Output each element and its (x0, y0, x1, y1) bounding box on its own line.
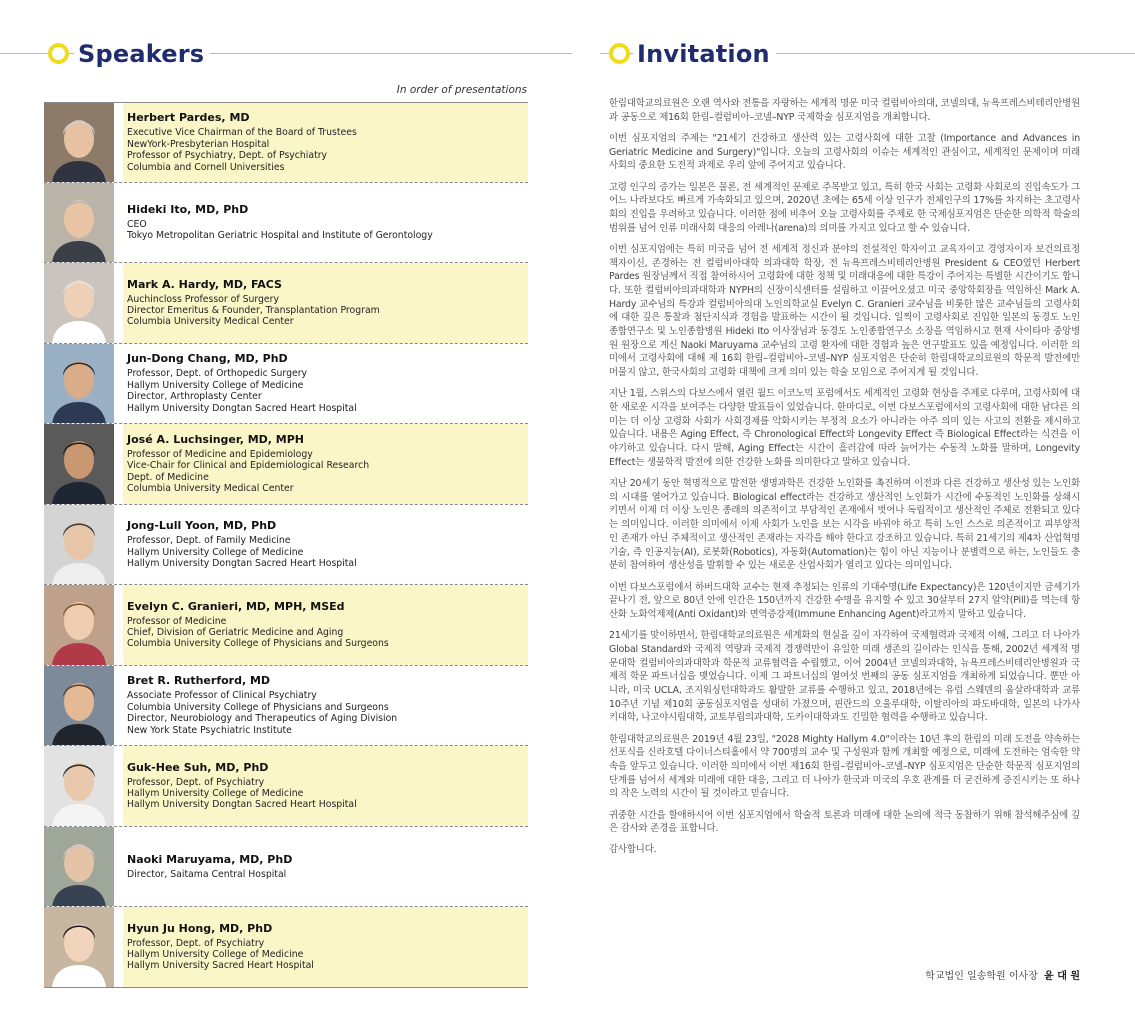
speaker-affiliation: Hallym University College of Medicine (127, 788, 304, 800)
speaker-affiliation: Tokyo Metropolitan Geriatric Hospital and Institute of Gerontology (127, 230, 433, 242)
speaker-info (123, 907, 528, 987)
speaker-photo-icon (44, 424, 114, 504)
speaker-photo (44, 505, 114, 585)
invitation-paragraph: 귀중한 시간을 할애하시어 이번 심포지엄에서 학술적 토론과 미래에 대한 논의에 적극 동참하기 위해 참석해주심에 깊은 감사와 존경을 표합니다. (609, 809, 1080, 835)
speaker-row (44, 505, 528, 586)
speaker-info (123, 746, 528, 826)
speaker-affiliation: Dept. of Medicine (127, 471, 209, 483)
speaker-photo (44, 183, 114, 263)
speaker-affiliation: Hallym University Dongtan Sacred Heart Hospital (127, 557, 357, 569)
speaker-photo-icon (44, 263, 114, 343)
speaker-photo-icon (44, 827, 114, 907)
speaker-photo (44, 907, 114, 987)
invitation-paragraph: 지난 1월, 스위스의 다보스에서 열린 월드 이코노믹 포럼에서도 세계적인 고령화 현상을 주제로 다루며, 고령사회에 대한 새로운 시각을 보여주는 다양한 발표들이 있었습니다. 한마디로, 이번 다보스포럼에서의 고령사회에 대한 남다른 의미는 더 이상 고령화 사회가 사회경제를 악화시키는 부정적 요소가 아니라는 아주 의미 있는 사고의 전환을 제시하고 있습니다. 내용은 Aging Effect, 즉 Chronological Effect와 Longevity Effect 즉 Biological Effect라는 식견을 이야기하고 있습니다. 다시 말해, Aging Effect는 시간이 흘러감에 따라 늙어가는 수동적 노화를 말하며, Longevity Effect는 생물학적 발전에 의한 건강한 노화를 의미한다고 말하고 있습니다. (609, 388, 1080, 468)
speaker-photo (44, 103, 114, 182)
speaker-name: Herbert Pardes, MD (127, 111, 250, 125)
speaker-row (44, 102, 528, 183)
invitation-paragraph: 이번 다보스포럼에서 하버드대학 교수는 현재 추정되는 인류의 기대수명(Life Expectancy)은 120년이지만 금세기가 끝나기 전, 앞으로 80년 안에 인간은 150년까지 건강한 수명을 유지할 수 있고 30살부터 27지 알약(Pill)을 먹는데 항산화 노화억제제(Anti Oxidant)와 면역증강제(Immune Enhancing Agent)라고까지 말하고 있습니다. (609, 581, 1080, 620)
speaker-photo (44, 424, 114, 504)
invitation-paragraph: 감사합니다. (609, 844, 657, 856)
speaker-affiliation: Professor of Medicine (127, 615, 227, 627)
speaker-name: Mark A. Hardy, MD, FACS (127, 277, 282, 291)
speaker-photo-icon (44, 585, 114, 665)
speaker-affiliation: Auchincloss Professor of Surgery (127, 293, 279, 305)
invitation-title: Invitation (633, 39, 776, 69)
speaker-affiliation: Hallym University College of Medicine (127, 379, 304, 391)
speaker-row (44, 746, 528, 827)
invitation-bullet-icon (609, 43, 630, 64)
speaker-affiliation: Director, Saitama Central Hospital (127, 868, 287, 880)
speaker-photo-icon (44, 907, 114, 987)
speaker-affiliation: Associate Professor of Clinical Psychiatry (127, 690, 317, 702)
speaker-affiliation: Hallym University Sacred Heart Hospital (127, 960, 314, 972)
speaker-photo-icon (44, 103, 114, 182)
speaker-photo (44, 746, 114, 826)
speaker-affiliation: Hallym University Dongtan Sacred Heart Hospital (127, 799, 357, 811)
speaker-photo (44, 263, 114, 343)
speaker-info (123, 827, 528, 907)
speaker-photo (44, 827, 114, 907)
speaker-name: José A. Luchsinger, MD, MPH (127, 432, 305, 446)
speaker-photo-icon (44, 666, 114, 746)
speaker-name: Naoki Maruyama, MD, PhD (127, 852, 293, 866)
speaker-photo-icon (44, 746, 114, 826)
speaker-affiliation: Executive Vice Chairman of the Board of Trustees (127, 127, 357, 139)
speaker-photo (44, 585, 114, 665)
speaker-affiliation: Columbia University College of Physicians and Surgeons (127, 638, 389, 650)
speaker-info (123, 263, 528, 343)
speaker-affiliation: Professor, Dept. of Psychiatry (127, 937, 265, 949)
speaker-name: Jong-Lull Yoon, MD, PhD (127, 519, 277, 533)
speaker-affiliation: NewYork-Presbyterian Hospital (127, 138, 270, 150)
speaker-affiliation: Professor, Dept. of Family Medicine (127, 535, 291, 547)
signature (880, 967, 1080, 982)
speaker-affiliation: New York State Psychiatric Institute (127, 724, 292, 736)
speakers-bullet-icon (48, 43, 69, 64)
speaker-photo (44, 344, 114, 424)
speaker-affiliation: Vice-Chair for Clinical and Epidemiological Research (127, 460, 370, 472)
speaker-name: Bret R. Rutherford, MD (127, 674, 271, 688)
speaker-info (123, 505, 528, 585)
speaker-info (123, 344, 528, 424)
speaker-row (44, 907, 528, 988)
speaker-name: Hideki Ito, MD, PhD (127, 202, 249, 216)
speaker-affiliation: Hallym University Dongtan Sacred Heart Hospital (127, 402, 357, 414)
speaker-row (44, 827, 528, 908)
speaker-affiliation: Columbia University College of Physicians and Surgeons (127, 701, 389, 713)
signature-title: 학교법인 일송학원 이사장 (925, 971, 1038, 982)
speaker-name: Evelyn C. Granieri, MD, MPH, MSEd (127, 599, 345, 613)
speaker-name: Hyun Ju Hong, MD, PhD (127, 921, 273, 935)
speaker-row (44, 183, 528, 264)
invitation-paragraph: 고령 인구의 증가는 일본은 물론, 전 세계적인 문제로 주목받고 있고, 특히 한국 사회는 고령화 사회로의 진입속도가 그 어느 나라보다도 빠르게 가속화되고 있으며, 2020년 초에는 65세 이상 인구가 전체인구의 17%를 차지하는 초고령사회의 진입을 우려하고 있습니다. 이러한 점에 비추어 오늘 고령사회를 주제로 한 국제심포지엄은 단순한 의학적 학술의 범위를 넘어 인류 미래사회 대응의 아레나(arena)의 의미를 가지고 있다고 할 수 있습니다. (609, 181, 1080, 234)
signature-name: 윤 대 원 (1044, 971, 1080, 982)
speaker-affiliation: Chief, Division of Geriatric Medicine and Aging (127, 627, 344, 639)
invitation-paragraph: 한림대학교의료원은 2019년 4월 23일, "2028 Mighty Hallym 4.0"이라는 10년 후의 한림의 미래 도전을 약속하는 선포식을 신라호텔 다이너스티홀에서 약 700명의 교수 및 구성원과 함께 개최할 예정으로, 미래에 도전하는 엄숙한 약속을 앞두고 있습니다. 이러한 의미에서 이번 제16회 한림–컬럼비아–코넬–NYP 심포지엄은 단순한 학문적 심포지엄의 단계를 넘어서 세계와 미래에 대한 대응, 그리고 더 나아가 한국과 미국의 우호 관계를 더 굳건하게 증진시키는 또 하나의 작은 노력의 시간이 될 것이라고 믿습니다. (609, 733, 1080, 800)
speaker-row (44, 424, 528, 505)
speaker-info (123, 424, 528, 504)
speaker-row (44, 666, 528, 747)
speaker-affiliation: CEO (127, 218, 147, 230)
speaker-photo-icon (44, 183, 114, 263)
speaker-affiliation: Professor, Dept. of Orthopedic Surgery (127, 368, 308, 380)
invitation-paragraph: 이번 심포지엄의 주제는 "21세기 건강하고 생산력 있는 고령사회에 대한 고찰 (Importance and Advances in Geriatric Medicine and Surgery)"입니다. 오늘의 고령사회의 이슈는 세계적인 관심이고, 세계적인 문제이며 미래사회의 중요한 도전적 과제로 우리 앞에 주어지고 있습니다. (609, 132, 1080, 172)
speaker-affiliation: Columbia University Medical Center (127, 316, 294, 328)
speaker-affiliation: Director, Arthroplasty Center (127, 391, 262, 403)
invitation-paragraph: 지난 20세기 동안 혁명적으로 발전한 생명과학은 건강한 노인화를 촉진하며 이전과 다른 건강하고 생산성 있는 노인화의 시대를 열어가고 있습니다. Biological effect라는 건강하고 생산적인 노인화가 시간에 수동적인 노인화를 상쇄시키면서 이제 더 이상 노인은 종래의 의존적이고 부담적인 존재에서 벗어나 독립적이고 생산적인 주체로 전환되고 있다는 의미입니다. 이러한 의미에서 이제 사회가 노인을 보는 시각을 바꿔야 하고 특히 노인 스스로 의존적이고 피부양적인 존재가 아닌 주체적이고 생산적인 존재라는 자각을 해야 한다고 강조하고 있습니다. 특히 21세기의 제4차 산업혁명 기술, 즉 인공지능(AI), 로봇화(Robotics), 자동화(Automation)는 힘이 아닌 지능이나 분별력으로 하는, 노인들도 충분히 참여하여 생산성을 발휘할 수 있는 새로운 산업사회가 열리고 있다는 의미입니다. (609, 478, 1080, 572)
speaker-affiliation: Hallym University College of Medicine (127, 949, 304, 961)
speaker-list (44, 102, 528, 988)
invitation-paragraph: 이번 심포지엄에는 특히 미국을 넘어 전 세계적 정신과 분야의 전설적인 학자이고 교육자이고 경영자이자 보건의료정책자이신, 존경하는 전 컬럼비아대학 의과대학 학장, 전 뉴욕프레스비테리안병원 President & CEO였던 Herbert Pardes 원장님께서 직접 참여하시어 고령화에 대한 정책 및 미래대응에 대한 특강이 주어지는 특별한 시간이기도 합니다. 또한 컬럼비아의과대학과 NYPH의 신장이식센터를 설립하고 이끌어오셨고 미국 중앙학회장을 역임하신 Mark A. Hardy 교수님의 특강과 컬럼비아의대 노인의학교실 Evelyn C. Granieri 교수님을 비롯한 많은 교수님들의 고령사회에 대한 깊은 통찰과 첨단지식과 경험을 발표하는 시간이 될 것입니다. 일찍이 고령사회로 진입한 일본의 동경도 노인종합연구소 및 노인종합병원 Hideki Ito 이사장님과 동경도 노인종합연구소 소장을 역임하시고 현재 사이타마 중앙병원 원장으로 계신 Naoki Maruyama 교수님의 고령 환자에 대한 경험과 높은 연구발표도 있을 예정입니다. 이러한 의미에서 고령사회에 대해 제 16회 한림–컬럼비아–코넬–NYP 심포지엄은 단순히 한림대학교의료원의 학문적 발전에만 머물지 않고, 한국사회의 고령화 대책에 크게 의미 있는 학술 모임으로 주어지게 될 것입니다. (609, 243, 1080, 379)
invitation-paragraph: 21세기를 맞이하면서, 한림대학교의료원은 세계화의 현실을 깊이 자각하여 국제협력과 국제적 이해, 그리고 더 나아가 Global Standard와 국제적 역량과 국제적 경쟁력만이 유일한 미래 생존의 길이라는 인식을 통해, 2002년 세계적 명문대학 컬럼비아의과대학과 학문적 교류협력을 수립했고, 이어 2004년 코넬의과대학, 뉴욕프레스비테리안병원과 국제적 학문 파트너십을 맺었습니다. 이제 그 파트너십의 열여섯 번째의 공동 심포지엄을 개최하게 되었습니다. 뿐만 아니라, 미국 UCLA, 조지워싱턴대학과도 활발한 교류를 수행하고 있고, 2018년에는 유럽 스웨덴의 웁살라대학과 교류 10주년 기념 제10회 공동심포지엄을 성대히 가졌으며, 핀란드의 오울루대학, 이탈리아의 파도바대학, 일본의 나가사키대학, 나고야시립대학, 교토부립의과대학, 도카이대학과도 긴밀한 협력을 수행하고 있습니다. (609, 630, 1080, 724)
speaker-name: Guk-Hee Suh, MD, PhD (127, 760, 269, 774)
speaker-affiliation: Columbia and Cornell Universities (127, 161, 285, 173)
speaker-info (123, 103, 528, 182)
speaker-affiliation: Director, Neurobiology and Therapeutics of Aging Division (127, 713, 398, 725)
speaker-affiliation: Columbia University Medical Center (127, 483, 294, 495)
speaker-photo-icon (44, 505, 114, 585)
speaker-row (44, 344, 528, 425)
speaker-affiliation: Professor of Psychiatry, Dept. of Psychiatry (127, 150, 328, 162)
speaker-info (123, 183, 528, 263)
speaker-info (123, 585, 528, 665)
speaker-affiliation: Director Emeritus & Founder, Transplantation Program (127, 305, 380, 317)
speakers-title: Speakers (74, 39, 210, 69)
speaker-row (44, 263, 528, 344)
order-note: In order of presentations (396, 84, 527, 96)
speaker-photo-icon (44, 344, 114, 424)
speaker-row (44, 585, 528, 666)
speaker-name: Jun-Dong Chang, MD, PhD (127, 352, 288, 366)
speaker-affiliation: Professor of Medicine and Epidemiology (127, 448, 313, 460)
speaker-affiliation: Professor, Dept. of Psychiatry (127, 776, 265, 788)
speaker-affiliation: Hallym University College of Medicine (127, 546, 304, 558)
speaker-photo (44, 666, 114, 746)
invitation-paragraph: 한림대학교의료원은 오랜 역사와 전통을 자랑하는 세계적 명문 미국 컬럼비아의대, 코넬의대, 뉴욕프레스비테리안병원과 공동으로 제16회 한림–컬럼비아–코넬–NYP 국제학술 심포지엄을 개최합니다. (609, 98, 1080, 123)
speaker-info (123, 666, 528, 746)
invitation-letter (609, 97, 1080, 865)
